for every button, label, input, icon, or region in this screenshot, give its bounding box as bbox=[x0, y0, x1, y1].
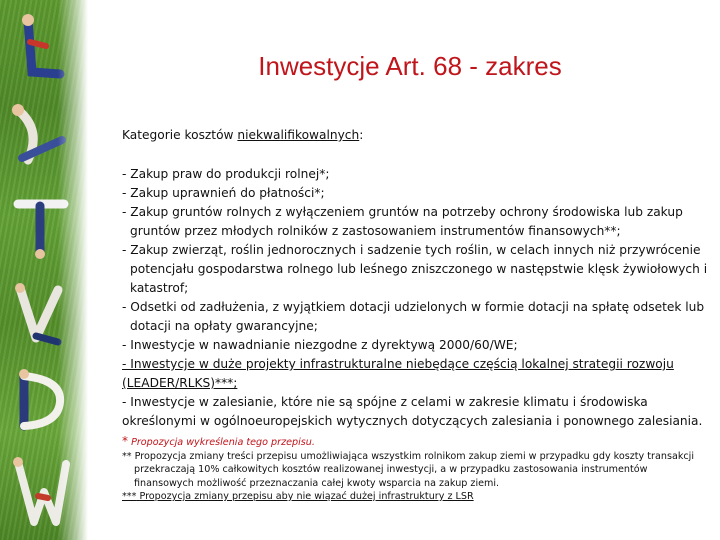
footnote-3-text: Propozycja zmiany przepisu aby nie wiązać dużej infrastruktury z LSR bbox=[139, 491, 474, 502]
slide-title: Inwestycje Art. 68 - zakres bbox=[258, 51, 562, 81]
footnote-3-mark: *** bbox=[122, 491, 137, 502]
list-item: - Zakup praw do produkcji rolnej*; bbox=[122, 167, 330, 181]
list-item: - Zakup uprawnień do płatności*; bbox=[122, 186, 325, 200]
decorative-photo-strip bbox=[0, 0, 88, 540]
list-item-underlined: - Inwestycje w duże projekty infrastrukturalne niebędące częścią lokalnej strategii rozwoju (LEADER/RLKS)***; bbox=[122, 357, 674, 390]
slide-content bbox=[122, 126, 708, 504]
list-item: - Zakup zwierząt, roślin jednorocznych i sadzenie tych roślin, w celach innych niż przywrócenie potencjału gospodarstwa rolnego lub leśnego zniszczonego w następstwie klęsk żywiołowych i katastrof; bbox=[122, 243, 708, 295]
list-item-last: - Inwestycje w zalesianie, które nie są spójne z celami w zakresie klimatu i środowiska określonymi w ogólnoeuropejskich wytycznych dotyczących zalesiania i ponownego zalesiania. bbox=[122, 395, 703, 428]
person-figure-icon bbox=[10, 366, 72, 436]
category-suffix: : bbox=[359, 128, 364, 142]
person-figure-icon bbox=[8, 452, 72, 532]
footnotes bbox=[122, 435, 708, 504]
list-item: - Odsetki od zadłużenia, z wyjątkiem dotacji udzielonych w formie dotacji na spłatę odsetek lub dotacji na opłaty gwarancyjne; bbox=[122, 300, 705, 333]
category-prefix: Kategorie kosztów bbox=[122, 128, 238, 142]
category-heading bbox=[122, 126, 708, 145]
footnote-2-text: Propozycja zmiany treści przepisu umożliwiająca wszystkim rolnikom zakup ziemi w przypadku gdy koszty transakcji przekraczają 10% całkowitych kosztów realizowanej inwestycji, a w przypadku zastosowania instrumentów finansowych możliwość przeznaczania całej kwoty wsparcia na zakup ziemi. bbox=[134, 450, 694, 489]
person-figure-icon bbox=[10, 190, 72, 260]
category-underlined: niekwalifikowalnych bbox=[237, 128, 360, 142]
footnote-1-text: Propozycja wykreślenia tego przepisu. bbox=[131, 437, 315, 448]
list-item: - Zakup gruntów rolnych z wyłączeniem gruntów na potrzeby ochrony środowiska lub zakup gruntów przez młodych rolników z zastosowaniem instrumentów finansowych**; bbox=[122, 205, 683, 238]
list-item: - Inwestycje w nawadnianie niezgodne z dyrektywą 2000/60/WE; bbox=[122, 338, 518, 352]
footnote-2-mark: ** bbox=[122, 450, 132, 462]
person-figure-icon bbox=[8, 100, 72, 170]
footnote-3 bbox=[122, 490, 708, 504]
person-figure-icon bbox=[8, 278, 72, 348]
person-figure-icon bbox=[10, 12, 70, 82]
footnote-2 bbox=[122, 450, 708, 491]
footnote-1 bbox=[122, 435, 708, 450]
footnote-1-mark: * bbox=[122, 434, 128, 448]
